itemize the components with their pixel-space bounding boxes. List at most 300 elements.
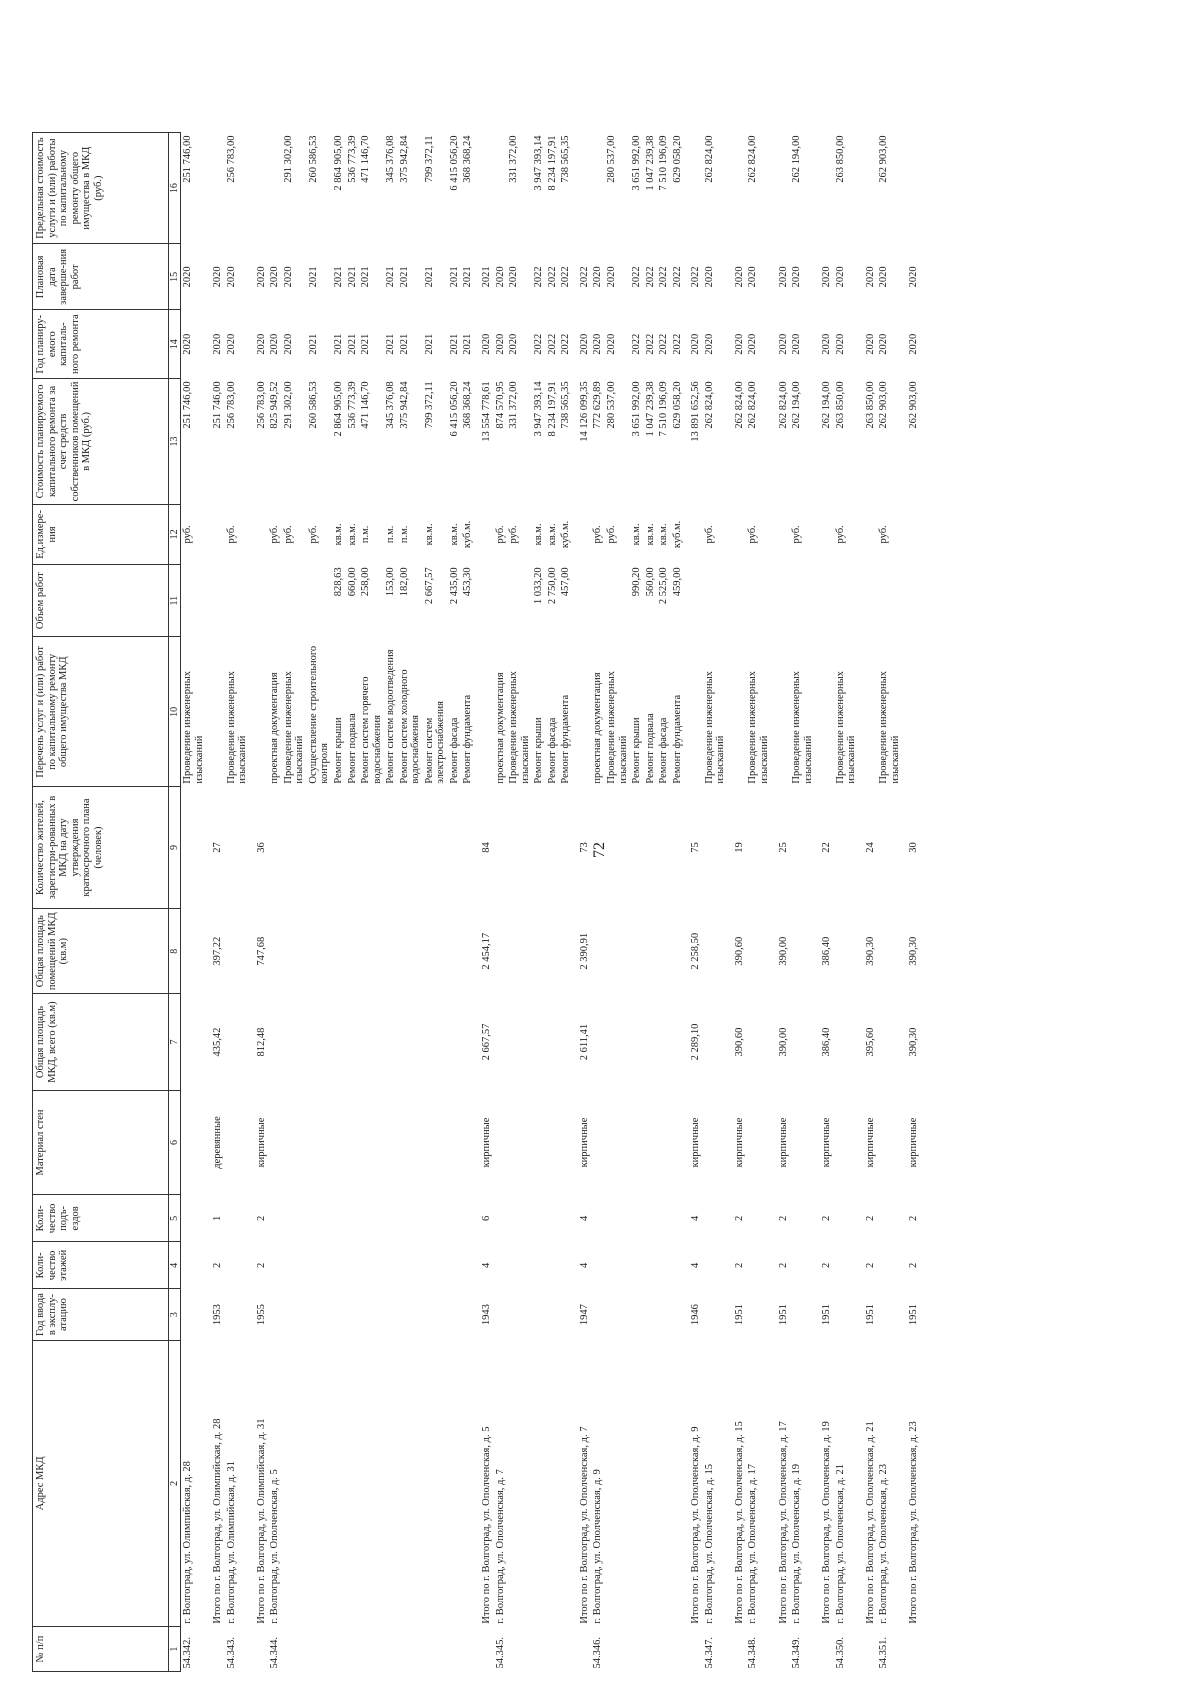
floors-cell [332, 1242, 346, 1289]
premises-area-cell [532, 908, 546, 994]
floors-cell [346, 1242, 360, 1289]
entrances-cell: 2 [821, 1215, 833, 1222]
row-number-cell [815, 1627, 834, 1672]
floors-cell [644, 1242, 658, 1289]
repair-plan-table [32, 132, 924, 1672]
unit-cell: руб. [834, 525, 846, 544]
table-row [790, 133, 815, 1672]
wall-material-cell [494, 1090, 508, 1195]
max-cost-cell: 331 372,00 [508, 135, 520, 183]
max-cost-cell: 291 302,00 [282, 135, 294, 183]
column-number: 2 [169, 1340, 181, 1626]
address-cell: г. Волгоград, ул. Ополченская, д. 9 [592, 1469, 604, 1624]
work-volume-cell [772, 564, 791, 637]
header-cell: Год планиру-емого капиталь-ного ремонта [33, 310, 169, 378]
work-item-cell: проектная документация [592, 672, 604, 784]
floors-cell [591, 1242, 605, 1289]
completion-date-cell: 2020 [182, 266, 193, 288]
work-volume-cell [494, 564, 508, 637]
address-cell [630, 1340, 644, 1626]
table-body [181, 133, 924, 1672]
work-item-cell: Проведение инженерных изысканий [182, 671, 205, 784]
wall-material-cell [546, 1090, 560, 1195]
repair-year-cell: 2020 [864, 333, 876, 355]
work-volume-cell [475, 564, 494, 637]
residents-cell [268, 787, 282, 909]
work-volume-cell [225, 564, 250, 637]
completion-date-cell: 2021 [448, 266, 460, 288]
row-number-cell [630, 1627, 644, 1672]
repair-year-cell: 2020 [791, 333, 803, 355]
total-area-cell: 390,60 [733, 1027, 745, 1057]
wall-material-cell: кирпичные [777, 1117, 789, 1168]
max-cost-cell: 251 746,00 [182, 135, 193, 183]
repair-year-cell: 2020 [481, 333, 493, 355]
total-area-cell [630, 994, 644, 1090]
floors-cell [225, 1242, 250, 1289]
wall-material-cell [657, 1090, 671, 1195]
work-volume-cell: 660,00 [346, 567, 358, 597]
year-built-cell: 1951 [864, 1304, 876, 1326]
residents-cell [790, 787, 815, 909]
row-number-cell: 54.351. [878, 1637, 890, 1669]
work-volume-cell [282, 564, 307, 637]
work-volume-cell [307, 564, 332, 637]
wall-material-cell [746, 1090, 771, 1195]
cost-cell: 262 824,00 [733, 381, 745, 429]
repair-year-cell: 2020 [282, 333, 294, 355]
work-item-cell: Проведение инженерных изысканий [225, 671, 249, 784]
floors-cell [282, 1242, 307, 1289]
cost-cell: 471 146,70 [360, 381, 372, 429]
wall-material-cell: кирпичные [578, 1117, 590, 1168]
header-cell: Перечень услуг и (или) работ по капитальному ремонту общего имущества МКД [33, 637, 169, 787]
year-built-cell [877, 1289, 902, 1340]
year-built-cell [332, 1289, 346, 1340]
repair-year-cell: 2020 [269, 333, 281, 355]
work-volume-cell: 459,00 [671, 567, 683, 597]
address-cell [671, 1340, 685, 1626]
work-item-cell: Ремонт крыши [333, 717, 345, 784]
residents-cell [644, 787, 658, 909]
work-item-cell: Ремонт систем водоотведения [385, 649, 397, 784]
repair-year-cell: 2021 [462, 333, 474, 355]
max-cost-cell [494, 133, 508, 244]
repair-year-cell: 2021 [307, 333, 319, 355]
cost-cell: 1 047 239,38 [644, 381, 656, 437]
page-number: 72 [591, 842, 608, 858]
year-built-cell [461, 1289, 475, 1340]
total-row [902, 133, 924, 1672]
total-row [815, 133, 834, 1672]
header-cell: Адрес МКД [33, 1340, 169, 1626]
repair-year-cell: 2020 [690, 333, 702, 355]
max-cost-cell: 262 194,00 [791, 135, 803, 183]
header-cell: Количество жителей, зарегистри-рованных в МКД на дату утверждения краткосрочного плана (человек) [33, 787, 169, 909]
unit-cell [772, 504, 791, 564]
floors-cell: 4 [578, 1262, 590, 1269]
table-row [448, 133, 462, 1672]
cost-cell: 7 510 196,09 [658, 381, 670, 437]
total-row [573, 133, 592, 1672]
work-item-cell [815, 637, 834, 787]
total-area-cell [359, 994, 384, 1090]
table-row [834, 133, 859, 1672]
rotated-page [32, 132, 1102, 1672]
max-cost-cell: 2 864 905,00 [333, 135, 345, 191]
total-row [250, 133, 269, 1672]
work-volume-cell [902, 564, 924, 637]
cost-cell: 2 864 905,00 [333, 381, 345, 437]
year-built-cell: 1951 [777, 1304, 789, 1326]
header-cell: Материал стен [33, 1090, 169, 1195]
floors-cell [703, 1242, 728, 1289]
max-cost-cell [206, 133, 225, 244]
column-number: 14 [169, 310, 181, 378]
repair-year-cell: 2020 [821, 333, 833, 355]
total-area-cell: 390,30 [908, 1027, 920, 1057]
premises-area-cell [507, 908, 532, 994]
repair-year-cell: 2020 [777, 333, 789, 355]
residents-cell: 19 [733, 842, 745, 853]
cost-cell: 262 194,00 [821, 381, 833, 429]
address-cell: Итого по г. Волгоград, ул. Олимпийская, д. 31 [255, 1418, 267, 1624]
work-item-cell: Осуществление строительного контроля [307, 645, 331, 784]
floors-cell [559, 1242, 573, 1289]
max-cost-cell: 345 376,08 [385, 135, 397, 183]
total-row [206, 133, 225, 1672]
unit-cell: куб.м. [671, 520, 683, 549]
entrances-cell [461, 1195, 475, 1242]
premises-area-cell: 390,60 [733, 936, 745, 966]
cost-cell: 3 947 393,14 [533, 381, 545, 437]
work-volume-cell [605, 564, 630, 637]
work-item-cell: Ремонт фундамента [560, 694, 572, 784]
repair-year-cell: 2020 [878, 333, 890, 355]
max-cost-cell [573, 133, 592, 244]
row-number-cell [398, 1627, 423, 1672]
repair-year-cell: 2022 [560, 333, 572, 355]
row-number-cell [359, 1627, 384, 1672]
address-cell: Итого по г. Волгоград, ул. Ополченская, д. 5 [481, 1426, 493, 1624]
repair-year-cell: 2020 [908, 333, 920, 355]
address-cell [461, 1340, 475, 1626]
cost-cell: 345 376,08 [385, 381, 397, 429]
entrances-cell [877, 1195, 902, 1242]
floors-cell: 2 [821, 1262, 833, 1269]
entrances-cell [546, 1195, 560, 1242]
wall-material-cell [834, 1090, 859, 1195]
total-area-cell: 390,00 [777, 1027, 789, 1057]
table-row [877, 133, 902, 1672]
premises-area-cell [307, 908, 332, 994]
column-number: 10 [169, 637, 181, 787]
wall-material-cell [507, 1090, 532, 1195]
residents-cell: 36 [255, 842, 267, 853]
header-cell: Год ввода в эксплу-атацию [33, 1289, 169, 1340]
premises-area-cell [877, 908, 902, 994]
year-built-cell [559, 1289, 573, 1340]
repair-year-cell: 2020 [494, 333, 506, 355]
work-item-cell: Проведение инженерных изысканий [791, 671, 814, 784]
work-volume-cell [268, 564, 282, 637]
work-item-cell: Ремонт систем горячего водоснабжения [360, 676, 383, 784]
total-area-cell [448, 994, 462, 1090]
work-item-cell: Ремонт фасада [658, 717, 670, 784]
entrances-cell [671, 1195, 685, 1242]
address-cell: Итого по г. Волгоград, ул. Ополченская, д. 9 [690, 1426, 702, 1624]
unit-cell: руб. [508, 525, 520, 544]
table-row [282, 133, 307, 1672]
max-cost-cell: 263 850,00 [834, 135, 846, 183]
work-item-cell: Ремонт фасада [546, 717, 558, 784]
completion-date-cell: 2020 [592, 266, 604, 288]
address-cell: г. Волгоград, ул. Ополченская, д. 15 [703, 1463, 715, 1624]
residents-cell: 84 [481, 842, 493, 853]
unit-cell: руб. [182, 525, 193, 544]
year-built-cell [591, 1289, 605, 1340]
unit-cell: руб. [269, 525, 281, 544]
max-cost-cell: 280 537,00 [605, 135, 617, 183]
row-number-cell [532, 1627, 546, 1672]
floors-cell [461, 1242, 475, 1289]
entrances-cell: 6 [481, 1215, 493, 1222]
max-cost-cell [268, 133, 282, 244]
completion-date-cell: 2020 [834, 266, 846, 288]
cost-cell: 262 903,00 [908, 381, 920, 429]
row-number-cell [859, 1627, 878, 1672]
unit-cell: кв.м. [631, 523, 643, 546]
year-built-cell [359, 1289, 384, 1340]
unit-cell [684, 504, 703, 564]
unit-cell [815, 504, 834, 564]
cost-cell: 629 058,20 [671, 381, 683, 429]
completion-date-cell: 2020 [255, 266, 267, 288]
premises-area-cell [644, 908, 658, 994]
completion-date-cell: 2020 [212, 266, 224, 288]
floors-cell [423, 1242, 448, 1289]
address-cell [384, 1340, 398, 1626]
repair-year-cell: 2022 [644, 333, 656, 355]
cost-cell: 262 903,00 [878, 381, 890, 429]
unit-cell: руб. [878, 525, 890, 544]
work-volume-cell [181, 564, 207, 637]
entrances-cell [605, 1195, 630, 1242]
repair-year-cell: 2022 [546, 333, 558, 355]
table-row [359, 133, 384, 1672]
completion-date-cell: 2022 [560, 266, 572, 288]
work-volume-cell [859, 564, 878, 637]
address-cell [532, 1340, 546, 1626]
wall-material-cell: кирпичные [864, 1117, 876, 1168]
unit-cell: кв.м. [658, 523, 670, 546]
year-built-cell [790, 1289, 815, 1340]
total-area-cell [332, 994, 346, 1090]
completion-date-cell: 2020 [733, 266, 745, 288]
floors-cell [546, 1242, 560, 1289]
total-area-cell [282, 994, 307, 1090]
residents-cell [307, 787, 332, 909]
row-number-cell [307, 1627, 332, 1672]
completion-date-cell: 2022 [533, 266, 545, 288]
premises-area-cell: 390,30 [908, 936, 920, 966]
wall-material-cell [332, 1090, 346, 1195]
entrances-cell [225, 1195, 250, 1242]
row-number-cell: 54.343. [225, 1637, 237, 1669]
row-number-cell: 54.349. [791, 1637, 803, 1669]
column-number: 15 [169, 244, 181, 310]
residents-cell: 75 [690, 842, 702, 853]
wall-material-cell: деревянные [212, 1116, 224, 1169]
completion-date-cell: 2022 [578, 266, 590, 288]
wall-material-cell [591, 1090, 605, 1195]
total-area-cell [834, 994, 859, 1090]
total-area-cell [225, 994, 250, 1090]
wall-material-cell [282, 1090, 307, 1195]
floors-cell [384, 1242, 398, 1289]
year-built-cell [494, 1289, 508, 1340]
floors-cell [605, 1242, 630, 1289]
work-item-cell: Ремонт подвала [346, 713, 358, 784]
residents-cell: 30 [908, 842, 920, 853]
wall-material-cell [346, 1090, 360, 1195]
floors-cell: 2 [733, 1262, 745, 1269]
work-item-cell: Проведение инженерных изысканий [282, 671, 306, 784]
work-volume-cell [815, 564, 834, 637]
work-item-cell: Ремонт фасада [448, 717, 460, 784]
header-row [33, 133, 169, 1672]
entrances-cell: 1 [212, 1215, 224, 1222]
wall-material-cell [461, 1090, 475, 1195]
work-item-cell [728, 637, 747, 787]
year-built-cell: 1951 [908, 1304, 920, 1326]
residents-cell [546, 787, 560, 909]
address-cell: Итого по г. Волгоград, ул. Ополченская, д. 21 [864, 1421, 876, 1624]
year-built-cell: 1955 [255, 1304, 267, 1326]
work-volume-cell [250, 564, 269, 637]
total-area-cell [181, 994, 207, 1090]
address-cell: Итого по г. Волгоград, ул. Ополченская, д. 7 [578, 1426, 590, 1624]
cost-cell: 3 651 992,00 [631, 381, 643, 437]
table-row [507, 133, 532, 1672]
residents-cell [346, 787, 360, 909]
row-number-cell [384, 1627, 398, 1672]
row-number-cell [546, 1627, 560, 1672]
year-built-cell [225, 1289, 250, 1340]
row-number-cell [282, 1627, 307, 1672]
cost-cell: 263 850,00 [834, 381, 846, 429]
completion-date-cell: 2022 [546, 266, 558, 288]
max-cost-cell: 1 047 239,38 [644, 135, 656, 191]
repair-year-cell: 2021 [333, 333, 345, 355]
entrances-cell [559, 1195, 573, 1242]
entrances-cell [507, 1195, 532, 1242]
year-built-cell [746, 1289, 771, 1340]
repair-year-cell: 2020 [747, 333, 759, 355]
wall-material-cell [268, 1090, 282, 1195]
row-number-cell [332, 1627, 346, 1672]
row-number-cell: 54.346. [592, 1637, 604, 1669]
address-cell [423, 1340, 448, 1626]
residents-cell [384, 787, 398, 909]
column-number: 3 [169, 1289, 181, 1340]
work-item-cell: Проведение инженерных изысканий [878, 671, 901, 784]
residents-cell [398, 787, 423, 909]
table-row [630, 133, 644, 1672]
residents-cell [630, 787, 644, 909]
premises-area-cell [605, 908, 630, 994]
column-number: 7 [169, 994, 181, 1090]
repair-year-cell: 2022 [658, 333, 670, 355]
unit-cell: кв.м. [346, 523, 358, 546]
work-item-cell: Ремонт крыши [533, 717, 545, 784]
column-number: 1 [169, 1627, 181, 1672]
unit-cell [728, 504, 747, 564]
completion-date-cell: 2020 [878, 266, 890, 288]
cost-cell: 256 783,00 [255, 381, 267, 429]
residents-cell: 27 [212, 842, 224, 853]
max-cost-cell [684, 133, 703, 244]
completion-date-cell: 2020 [703, 266, 715, 288]
floors-cell [507, 1242, 532, 1289]
cost-cell: 262 824,00 [747, 381, 759, 429]
total-row [684, 133, 703, 1672]
completion-date-cell: 2020 [777, 266, 789, 288]
entrances-cell [423, 1195, 448, 1242]
work-item-cell: Ремонт систем холодного водоснабжения [398, 669, 422, 784]
entrances-cell [346, 1195, 360, 1242]
year-built-cell [268, 1289, 282, 1340]
wall-material-cell [703, 1090, 728, 1195]
cost-cell: 262 194,00 [791, 381, 803, 429]
cost-cell: 262 824,00 [703, 381, 715, 429]
premises-area-cell: 397,22 [212, 936, 224, 966]
unit-cell: руб. [791, 525, 803, 544]
completion-date-cell: 2022 [690, 266, 702, 288]
completion-date-cell: 2022 [644, 266, 656, 288]
premises-area-cell [746, 908, 771, 994]
work-volume-cell [684, 564, 703, 637]
max-cost-cell: 3 947 393,14 [533, 135, 545, 191]
entrances-cell [834, 1195, 859, 1242]
floors-cell [746, 1242, 771, 1289]
address-cell [644, 1340, 658, 1626]
max-cost-cell: 260 586,53 [307, 135, 319, 183]
year-built-cell [384, 1289, 398, 1340]
premises-area-cell [546, 908, 560, 994]
header-cell: Стоимость планируемого капитального ремонта за счет средств собственников помещений в МКД (руб.) [33, 378, 169, 504]
premises-area-cell [559, 908, 573, 994]
premises-area-cell [448, 908, 462, 994]
total-area-cell [605, 994, 630, 1090]
floors-cell: 2 [212, 1262, 224, 1269]
wall-material-cell [307, 1090, 332, 1195]
residents-cell [423, 787, 448, 909]
row-number-cell [507, 1627, 532, 1672]
column-number: 6 [169, 1090, 181, 1195]
address-cell [307, 1340, 332, 1626]
residents-cell [671, 787, 685, 909]
repair-year-cell: 2020 [703, 333, 715, 355]
address-cell: г. Волгоград, ул. Ополченская, д. 19 [791, 1463, 803, 1624]
year-built-cell: 1947 [578, 1304, 590, 1326]
entrances-cell [532, 1195, 546, 1242]
residents-cell [359, 787, 384, 909]
unit-cell: кв.м. [644, 523, 656, 546]
cost-cell: 13 891 652,56 [690, 381, 702, 442]
cost-cell: 375 942,84 [398, 381, 410, 429]
total-row [859, 133, 878, 1672]
